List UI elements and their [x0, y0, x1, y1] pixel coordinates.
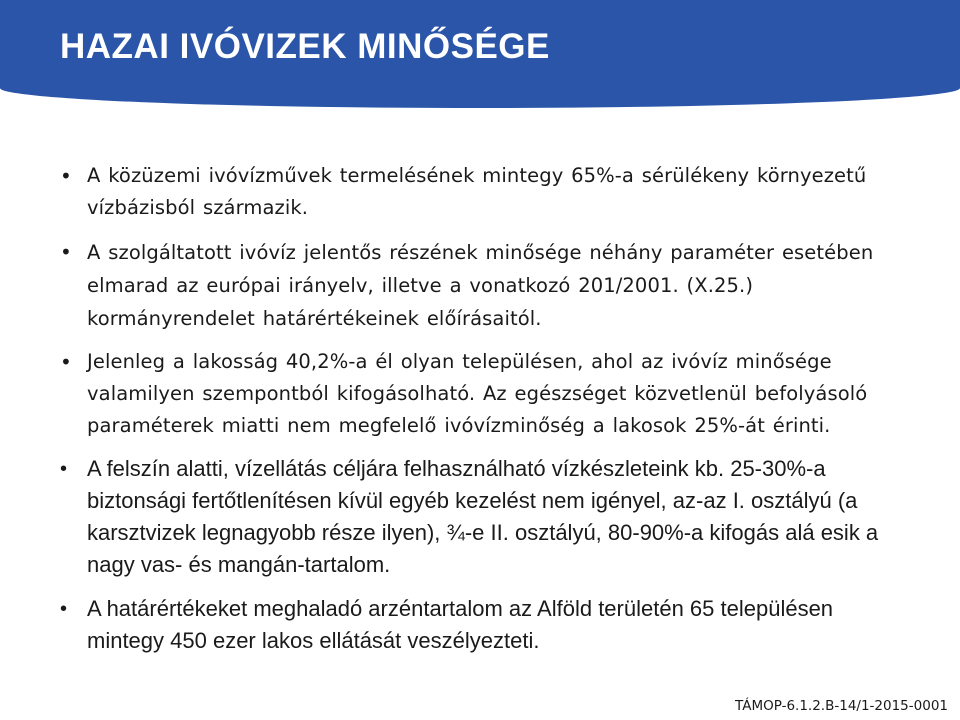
bullet-dot-icon: • [60, 350, 72, 374]
bullet-dot-icon: • [60, 598, 68, 620]
bullet-text-1: A közüzemi ivóvízművek termelésének mintegy 65%-a sérülékeny környezetű vízbázisból származik. [87, 164, 867, 219]
slide-title: HAZAI IVÓVIZEK MINŐSÉGE [60, 27, 550, 66]
bullet-dot-icon: • [60, 164, 72, 188]
bullet-item-5 [60, 593, 916, 657]
bullet-text-3: Jelenleg a lakosság 40,2%-a él olyan településen, ahol az ivóvíz minősége valamilyen szempontból kifogásolható. Az egészséget közvetlenül befolyásoló paraméterek miatti nem megfelelő ivóvízminőség a lakosok 25%-át érinti. [87, 350, 868, 437]
bullet-item-3 [60, 346, 916, 442]
bullet-dot-icon: • [60, 458, 68, 480]
bullet-dot-icon: • [60, 240, 72, 264]
bullet-text-4: A felszín alatti, vízellátás céljára felhasználható vízkészleteink kb. 25-30%-a biztonsági fertőtlenítésen kívül egyéb kezelést nem igényel, az-az I. osztályú (a karsztvizek legnagyobb része ilyen), ¾-e II. osztályú, 80-90%-a kifogás alá esik a nagy vas- és mangán-tartalom. [87, 456, 879, 577]
bullet-item-1 [60, 160, 916, 224]
slide-content [60, 160, 916, 657]
bullet-text-2: A szolgáltatott ivóvíz jelentős részének minősége néhány paraméter esetében elmarad az európai irányelv, illetve a vonatkozó 201/2001. (X.25.) kormányrendelet határértékeinek előírásaitól. [87, 241, 874, 330]
bullet-item-4 [60, 453, 916, 581]
bullet-text-5: A határértékeket meghaladó arzéntartalom az Alföld területén 65 településen mintegy 450 ezer lakos ellátását veszélyezteti. [87, 596, 834, 653]
bullet-item-2 [60, 236, 916, 335]
bullet-list [60, 160, 916, 657]
footer-project-code: TÁMOP-6.1.2.B-14/1-2015-0001 [735, 698, 948, 714]
